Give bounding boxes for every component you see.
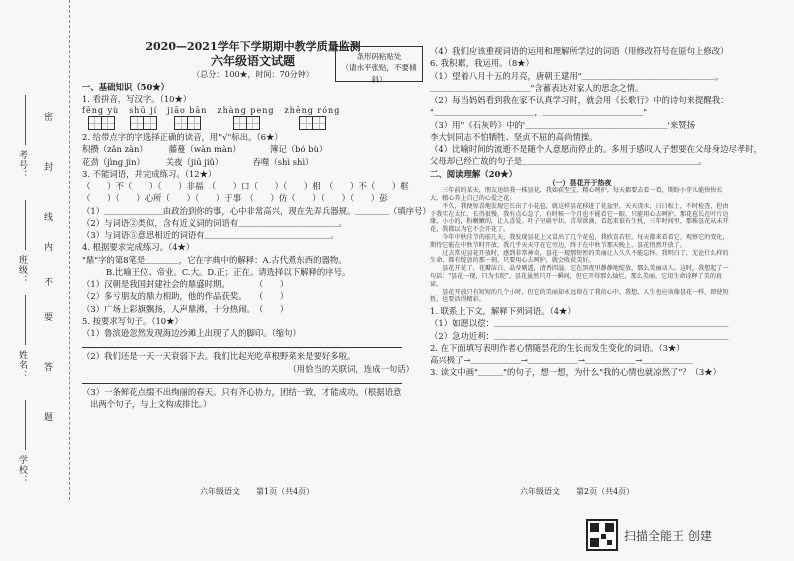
question-line: "鼎"字的第8笔是＿＿＿＿，它在字典中的解释：A.古代煮东西的器物。 bbox=[82, 254, 347, 265]
question-line: （1）＿＿＿＿＿＿＿由政治到你的事，心中非常高兴，现在先弄兵器规。＿＿＿＿（填序号） bbox=[82, 205, 431, 216]
story-paragraph: 过去常见昙花开放时，感到非常神奇，昙花一现那短暂的美丽让人久久不能忘怀。我明白了，无论什么样的生命，都有绽放的那一刻，只要用心去呵护，就会收获美好。 bbox=[430, 249, 729, 265]
page-footer-left: 六年级语文 第1页（共4页） bbox=[200, 487, 315, 496]
pinyin-text: shū jí bbox=[129, 106, 158, 116]
question-line: 李大钊同志不怕牺牲、坚贞不屈的高尚情操。 bbox=[430, 131, 598, 142]
pinyin-group bbox=[82, 106, 119, 130]
name-line bbox=[25, 295, 26, 345]
page-footer-right: 六年级语文 第2页（共4页） bbox=[520, 487, 635, 496]
seal-char: 封 bbox=[44, 163, 54, 173]
question-line: 花劲（jìng jìn） 关夜（jiū jiǔ） 吞噬（shì shì） bbox=[82, 156, 314, 167]
exam-title: 2020—2021学年下学期期中教学质量监测 bbox=[145, 40, 361, 53]
question: 5. 按要求写句子。（10★） bbox=[82, 315, 183, 326]
school-label: 学校： bbox=[17, 455, 27, 485]
seal-char: 密 bbox=[44, 113, 54, 123]
brand-text: 扫描全能王 创建 bbox=[624, 528, 712, 543]
question-line: （4）比喻时间的流逝不是随个人意愿而停止的。多用于感叹人子想要在父母身边尽孝时， bbox=[430, 144, 762, 154]
exam-meta: （总分：100★，时间：70分钟） bbox=[192, 70, 314, 80]
name-label: 姓名： bbox=[17, 350, 27, 380]
pinyin-text: zhàng peng bbox=[217, 106, 275, 116]
question-line: （3）与词语⑤意思相近的词语有＿＿＿＿＿＿＿＿＿＿＿＿＿＿＿。 bbox=[82, 230, 339, 241]
question-line: （2）急功近利：＿＿＿＿＿＿＿＿＿＿＿＿＿＿＿＿＿＿＿＿＿＿＿＿＿＿＿＿ bbox=[430, 330, 729, 341]
question-line: （ ）不（ ）（ ）非福 （ ）口（ ）（ ）相 （ ）不（ ）框 bbox=[82, 181, 409, 192]
pinyin-group bbox=[285, 106, 341, 130]
question-line: 积攒（zǎn zàn） 藤蔓（wàn màn） 簿记（bó bù） bbox=[82, 144, 328, 155]
question-line: （1）汉朝是我国封建社会的鼎盛时期。 （ ） bbox=[82, 279, 289, 290]
answer-cell[interactable] bbox=[130, 116, 144, 130]
pinyin-text: fēng yù bbox=[82, 106, 120, 116]
exam-subtitle: 六年级语文试题 bbox=[210, 54, 295, 69]
question-line: "＿＿＿＿＿＿＿＿＿＿＿＿，＿＿＿＿＿＿＿＿＿＿＿＿" bbox=[430, 107, 648, 118]
barcode-box-title: 条形码粘贴处 bbox=[356, 52, 402, 61]
question-line: （用恰当的关联词，连成一句话） bbox=[288, 363, 414, 374]
answer-cell[interactable] bbox=[299, 116, 313, 130]
question: 4. 根据要求完成练习。（4★） bbox=[82, 242, 195, 253]
pinyin-grid bbox=[82, 106, 424, 130]
question-line: 父母却已经亡故的句子是＿＿＿＿＿＿＿＿＿＿＿＿＿＿＿＿＿＿＿＿＿。 bbox=[430, 156, 707, 167]
pinyin-text: zhēng róng bbox=[284, 106, 341, 116]
seal-char: 题 bbox=[44, 413, 54, 423]
pinyin-text: jiāo bān bbox=[167, 106, 208, 116]
class-label: 班级： bbox=[17, 255, 27, 285]
answer-line[interactable] bbox=[82, 383, 402, 384]
pinyin-group bbox=[129, 106, 157, 130]
question: 1. 联系上下文，解释下列词语。（4★） bbox=[430, 306, 576, 317]
qr-code-icon bbox=[586, 519, 618, 551]
seal-char: 内 bbox=[44, 243, 54, 253]
story-paragraph: 今年中秋佳节的前几天，我发现昙花上又冒出了几个花苞，我欣喜若狂。每天都来看看它，观察它的变化，期待它能在中秋节时开放，我几乎天天守在它旁边，终于在中秋节那天晚上，昙花悄然开放了。 bbox=[430, 234, 729, 249]
answer-cell[interactable] bbox=[233, 116, 247, 130]
seal-char: 答 bbox=[44, 363, 54, 373]
question-line: 出两个句子，与上文构成排比。） bbox=[90, 399, 212, 410]
answer-cell[interactable] bbox=[187, 116, 201, 130]
answer-cell[interactable] bbox=[143, 116, 157, 130]
question-line: （2）与词语②类似，含有近义词的词语有＿＿＿＿＿＿＿＿＿＿＿＿。 bbox=[82, 217, 347, 228]
seal-char: 要 bbox=[44, 313, 54, 323]
answer-cell[interactable] bbox=[174, 116, 188, 130]
pinyin-group bbox=[167, 106, 207, 130]
pinyin-group bbox=[217, 106, 274, 130]
left-column bbox=[82, 40, 431, 410]
section-heading: 二、阅读理解（20★） bbox=[430, 168, 518, 179]
barcode-box-note: （请水平张贴，不要倾斜） bbox=[341, 63, 417, 84]
question: 6. 我积累，我运用。（8★） bbox=[430, 58, 534, 69]
binding-strip bbox=[0, 0, 70, 500]
question-line: （3）广场上彩旗飘扬，人声鼎沸，十分热闹。 （ ） bbox=[82, 303, 289, 314]
question-line: （ ）（ ）心所（ ）（ ）于事 （ ）仿（ ）（ ）（ ）彭 bbox=[82, 193, 388, 204]
scanner-brand bbox=[586, 519, 712, 551]
seal-char: 线 bbox=[44, 213, 54, 223]
question-line: （1）如愿以偿：＿＿＿＿＿＿＿＿＿＿＿＿＿＿＿＿＿＿＿＿＿＿＿＿＿＿＿＿ bbox=[430, 318, 729, 329]
class-line bbox=[25, 200, 26, 250]
school-line bbox=[25, 400, 26, 450]
question-line: （3）一条鲜花点缀不出绚丽的春天。只有齐心协力，团结一致，才能成功。（根据语意 bbox=[82, 386, 402, 397]
answer-cell[interactable] bbox=[312, 116, 326, 130]
seal-char: 不 bbox=[44, 278, 54, 288]
story-title: （一）昙花开于热夜 bbox=[548, 177, 612, 187]
right-column bbox=[430, 44, 762, 378]
question: 3. 不能词语，并完成练习。（12★） bbox=[82, 168, 217, 179]
question-line: （2）每当妈妈看到我在家不认真学习时，就会用《长歌行》中的诗句来提醒我： bbox=[430, 95, 729, 105]
question: 1. 看拼音，写汉字。（10★） bbox=[82, 94, 192, 105]
question: 2. 在下面填写表明作者心情随昙花的生长而发生变化的词语。（3★） bbox=[430, 342, 685, 353]
question-line: （2）多亏朋友的鼎力相助，他的作品获奖。 （ ） bbox=[82, 291, 289, 302]
story-paragraph: 不久，我便惊喜地发现它长出了小花苞，就这样昙花移进了花盆里，天天浇水，日日松土，不时检查，但由于我实在太忙，长得很慢，我有点心急了，有时候一个月也不能看它一眼，只能用心去呵护。那花苞长在叶片边缘，小小的，粉嫩嫩的，让人喜爱。叶子呈扁平状，青翠欲滴，看起来很有生机，三年时间里，那株昙花从未开花，我都以为它不会开花了。 bbox=[430, 202, 729, 234]
question-line: （1）望着八月十五的月亮，唐朝王建用"＿＿＿＿＿＿＿＿＿＿＿＿＿＿＿＿， bbox=[430, 70, 724, 81]
question-line: （2）我们还是一天一天衰弱下去。我们比起光吃草根野菜来是要好多啦。 bbox=[82, 351, 356, 362]
answer-cell[interactable] bbox=[88, 116, 102, 130]
question-line: ＿＿＿＿＿＿＿＿＿＿＿＿"含蓄表达对家人的思念之情。 bbox=[430, 82, 644, 93]
story-paragraph: 昙花开花了，花瓣洁白，晶莹剔透，清香四溢，它在黑夜里静静地绽放，那么美丽动人。这时，我想起了一句话："昙花一现，只为韦陀"。昙花虽然只开一瞬间，但它开得那么灿烂，那么美丽，它用生命诠释了美的真谛。 bbox=[430, 265, 729, 288]
question-line: （1）鲁滨逊忽然发现海边沙滩上出现了人的脚印。（缩句） bbox=[82, 328, 301, 339]
section-heading: 一、基础知识（50★） bbox=[82, 81, 170, 92]
story-paragraph: 昙花开放只有短短的几个小时，但它的美丽却永远留在了我的心中。我想，人生也应该像昙花一样，即使短暂，也要活得精彩。 bbox=[430, 288, 729, 304]
question-line: （3）用"《石灰吟》中的'＿＿＿＿＿＿＿＿＿＿＿＿＿＿＿＿＿'来赞扬 bbox=[430, 119, 696, 130]
question: 2. 给带点字的字选择正确的读音，用"√"标出。（6★） bbox=[82, 132, 283, 143]
question: 3. 读文中画"＿＿＿"的句子，想一想，为什么"我的心情也就凉然了"？（3★） bbox=[430, 367, 722, 378]
question-line: B.比喻王位、帝业。C.大。D.正；正在。请选择以下解释的序号。 bbox=[106, 266, 351, 277]
question-line: （4）我们应该重视词语的运用和理解所学过的词语（用修改符号在原句上修改） bbox=[430, 46, 729, 56]
question-line: 高兴极了→＿＿＿＿＿＿→＿＿＿＿＿＿→＿＿＿＿＿＿→＿＿＿＿＿＿ bbox=[430, 355, 693, 366]
exam-number-label: 考号： bbox=[17, 150, 27, 180]
answer-cell[interactable] bbox=[101, 116, 115, 130]
exam-number-line bbox=[25, 95, 26, 145]
answer-line[interactable] bbox=[82, 347, 402, 348]
answer-cell[interactable] bbox=[246, 116, 260, 130]
story-paragraph: 三年前的某天，朋友送给我一株昙花，我如获至宝，精心呵护。每天都要去看一看，期盼小芽儿能快快长大，精心养上自己的心爱之花。 bbox=[430, 187, 723, 203]
